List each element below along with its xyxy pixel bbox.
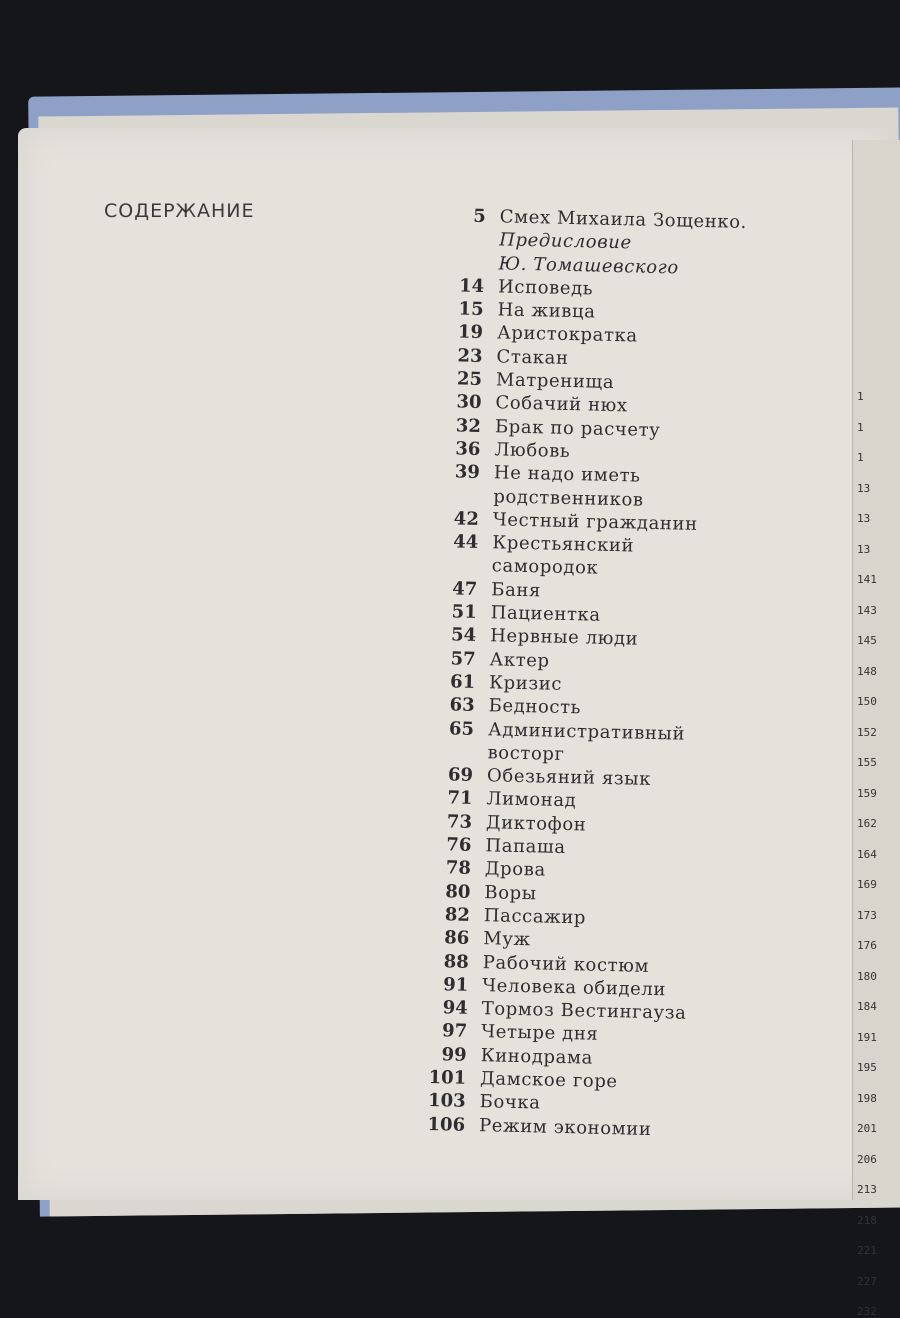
toc-page-number: 103 — [427, 1090, 466, 1113]
toc-title-text: Смех Михаила Зощенко. — [499, 206, 748, 233]
toc-page-number: 63 — [449, 694, 475, 717]
adjacent-page-number: 198 — [857, 1091, 877, 1105]
toc-page-number: 19 — [457, 321, 484, 344]
toc-title-text: Собачий нюх — [495, 392, 628, 417]
toc-page-number: 47 — [451, 578, 478, 600]
adjacent-page-number: 218 — [857, 1213, 877, 1227]
adjacent-page-number: 213 — [857, 1183, 877, 1196]
adjacent-page-number: 191 — [857, 1030, 877, 1044]
toc-title-text: Обезьяний язык — [486, 765, 652, 791]
toc-title-text: Бочка — [479, 1091, 541, 1114]
adjacent-page-number: 164 — [857, 847, 877, 861]
toc-page-number: 5 — [472, 205, 486, 228]
toc-title-text: Диктофон — [485, 811, 587, 836]
adjacent-page-number: 13 — [857, 542, 871, 556]
toc-title-text: Пациентка — [490, 602, 601, 626]
toc-page-number: 51 — [451, 601, 477, 623]
toc-title-text: Стакан — [496, 346, 569, 369]
toc-title-text: Крестьянский — [492, 532, 635, 557]
toc-page-number: 99 — [441, 1043, 467, 1066]
toc-title — [498, 205, 839, 283]
adjacent-page-number: 155 — [857, 756, 877, 769]
toc-page-number: 44 — [453, 531, 479, 554]
toc-title — [492, 531, 833, 585]
toc-page-number: 15 — [458, 298, 484, 321]
toc-title-text: Лимонад — [486, 788, 577, 812]
toc-title-text: Административный — [487, 718, 686, 745]
adjacent-page-number: 180 — [857, 969, 877, 983]
toc-title-text: Бедность — [488, 695, 582, 719]
adjacent-page-number: 201 — [857, 1122, 877, 1135]
toc-page-number: 30 — [456, 391, 482, 414]
toc-title-text: Воры — [484, 881, 537, 904]
adjacent-page-number: 227 — [857, 1274, 877, 1288]
toc-title-text: Любовь — [494, 439, 571, 462]
toc-subtitle: Предисловие — [498, 229, 632, 254]
toc-page-number: 80 — [445, 880, 471, 903]
toc-title-continuation: восторг — [487, 742, 565, 765]
adjacent-page-number: 206 — [857, 1152, 877, 1166]
toc-page-number: 39 — [454, 461, 481, 484]
toc-title-text: Исповедь — [497, 276, 594, 300]
adjacent-page-number: 1 — [857, 390, 864, 403]
adjacent-page-number: 143 — [857, 603, 877, 617]
toc-title — [493, 462, 834, 516]
adjacent-page-number: 13 — [857, 481, 871, 495]
toc-title-text: Рабочий костюм — [482, 951, 650, 977]
toc-page-number: 94 — [442, 997, 468, 1019]
adjacent-page-number: 1 — [857, 451, 864, 464]
toc-title-text: Пассажир — [483, 905, 587, 929]
toc-page-number: 36 — [455, 438, 481, 460]
toc-title-text: Кинодрама — [480, 1044, 594, 1069]
adjacent-page-number: 176 — [857, 939, 877, 952]
adjacent-page-number: 1 — [857, 420, 864, 434]
toc-title-text: Человека обидели — [482, 974, 667, 1001]
toc-page-number: 42 — [453, 508, 480, 530]
toc-page-number: 101 — [428, 1066, 467, 1089]
adjacent-page-number: 150 — [857, 695, 877, 708]
toc-title-text: Четыре дня — [480, 1021, 599, 1046]
adjacent-page-number: 173 — [857, 908, 877, 922]
toc-page-number: 91 — [442, 974, 469, 996]
toc-page-number: 78 — [445, 857, 472, 880]
toc-title-text: На живца — [497, 299, 596, 323]
toc-page-number: 61 — [449, 671, 476, 693]
toc-subtitle-author: Ю. Томашевского — [498, 252, 680, 279]
toc-page-number: 25 — [456, 368, 483, 391]
toc-page-number: 88 — [443, 950, 470, 973]
toc-page-number: 32 — [455, 415, 482, 437]
table-of-contents — [419, 204, 840, 1145]
toc-page-number: 57 — [450, 648, 476, 670]
adjacent-page-number: 184 — [857, 1000, 877, 1013]
toc-title-text: Баня — [491, 579, 542, 602]
toc-page-number: 82 — [444, 904, 471, 926]
toc-title-text: Дамское горе — [479, 1068, 618, 1093]
toc-title-text: Брак по расчету — [494, 415, 661, 441]
toc-title-text: Папаша — [485, 835, 566, 859]
adjacent-page-number: 145 — [857, 634, 877, 647]
toc-title-text: Матренища — [495, 369, 615, 394]
toc-page-number: 65 — [448, 717, 475, 740]
toc-title-text: Тормоз Вестингауза — [481, 998, 687, 1024]
toc-title-text: Кризис — [488, 672, 563, 695]
toc-title — [487, 718, 828, 772]
toc-page-number: 14 — [458, 275, 485, 297]
toc-title-continuation: самородок — [491, 555, 599, 580]
toc-title-text: Честный гражданин — [492, 509, 698, 535]
adjacent-page-number: 13 — [857, 512, 871, 525]
toc-title-text: Муж — [483, 928, 531, 951]
toc-title-continuation: родственников — [493, 485, 644, 511]
toc-title-text: Аристократка — [496, 322, 638, 348]
toc-page-number: 97 — [441, 1020, 468, 1043]
adjacent-page-number: 232 — [857, 1305, 877, 1318]
toc-title-text: Актер — [489, 648, 550, 672]
toc-page-number: 76 — [446, 834, 472, 856]
toc-page-number: 23 — [457, 345, 483, 367]
toc-entry — [438, 204, 839, 283]
toc-title-text: Режим экономии — [478, 1114, 652, 1140]
toc-page-number: 54 — [450, 624, 477, 647]
toc-page-number: 71 — [447, 787, 473, 810]
toc-title-text: Нервные люди — [489, 625, 639, 650]
toc-page-number: 106 — [427, 1113, 466, 1136]
adjacent-page-number: 148 — [857, 664, 877, 678]
adjacent-page — [852, 140, 900, 1318]
adjacent-page-number: 159 — [857, 786, 877, 800]
adjacent-page-number: 195 — [857, 1061, 877, 1074]
adjacent-page-number: 162 — [857, 817, 877, 830]
adjacent-page-number: 221 — [857, 1244, 877, 1257]
toc-page-number: 73 — [446, 811, 473, 833]
toc-title-text: Дрова — [484, 858, 547, 881]
toc-page-number: 86 — [444, 927, 470, 950]
contents-heading: СОДЕРЖАНИЕ — [104, 200, 255, 222]
adjacent-page-number: 141 — [857, 573, 877, 586]
adjacent-page-number: 152 — [857, 725, 877, 739]
toc-page-number: 69 — [447, 764, 474, 787]
adjacent-page-number: 169 — [857, 878, 877, 891]
toc-title-text: Не надо иметь — [493, 462, 641, 487]
